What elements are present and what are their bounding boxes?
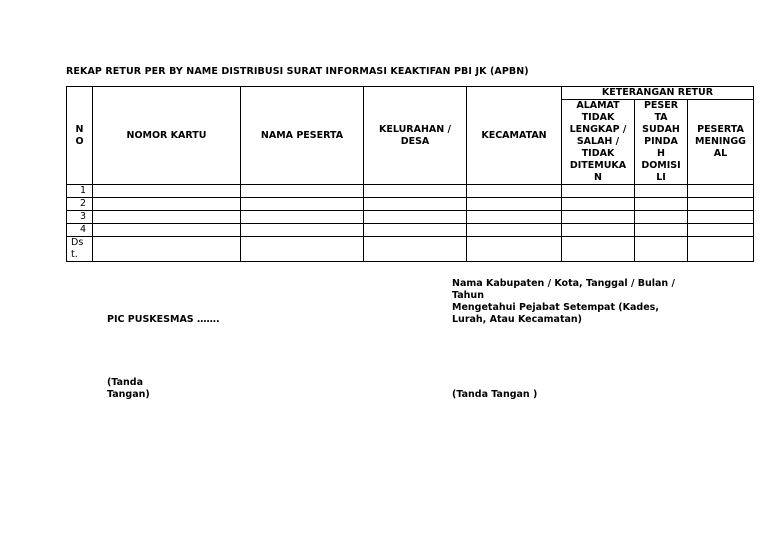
cell-nama-peserta <box>241 224 364 237</box>
cell-nomor-kartu <box>93 198 241 211</box>
cell-alamat <box>562 198 635 211</box>
table-row <box>67 185 754 198</box>
header-nama-peserta: NAMA PESERTA <box>241 87 364 185</box>
cell-kecamatan <box>467 237 562 262</box>
cell-meninggal <box>688 224 754 237</box>
cell-meninggal <box>688 185 754 198</box>
table-row <box>67 211 754 224</box>
row-number: 1 <box>67 185 93 198</box>
header-alamat-tidak-lengkap: ALAMAT TIDAK LENGKAP / SALAH / TIDAK DITEMUKA N <box>562 100 635 185</box>
cell-nama-peserta <box>241 237 364 262</box>
cell-kelurahan <box>364 198 467 211</box>
cell-nomor-kartu <box>93 211 241 224</box>
cell-kecamatan <box>467 198 562 211</box>
place-date-label: Nama Kabupaten / Kota, Tanggal / Bulan / Tahun <box>452 278 675 301</box>
cell-pindah <box>635 198 688 211</box>
cell-kecamatan <box>467 224 562 237</box>
cell-kecamatan <box>467 211 562 224</box>
document-title: REKAP RETUR PER BY NAME DISTRIBUSI SURAT INFORMASI KEAKTIFAN PBI JK (APBN) <box>66 66 529 77</box>
retur-table <box>66 86 754 262</box>
cell-pindah <box>635 211 688 224</box>
table-row <box>67 198 754 211</box>
header-peserta-pindah: PESER TA SUDAH PINDA H DOMISI LI <box>635 100 688 185</box>
cell-alamat <box>562 224 635 237</box>
cell-meninggal <box>688 211 754 224</box>
cell-nomor-kartu <box>93 185 241 198</box>
cell-pindah <box>635 237 688 262</box>
cell-kelurahan <box>364 224 467 237</box>
right-signature-label: (Tanda Tangan ) <box>452 389 538 400</box>
row-number: Ds t. <box>67 237 93 262</box>
left-signature-label: (Tanda Tangan) <box>107 377 150 400</box>
row-number: 3 <box>67 211 93 224</box>
cell-alamat <box>562 237 635 262</box>
row-number: 4 <box>67 224 93 237</box>
cell-nomor-kartu <box>93 224 241 237</box>
header-kelurahan-desa: KELURAHAN / DESA <box>364 87 467 185</box>
pic-puskesmas-label: PIC PUSKESMAS ……. <box>107 314 220 325</box>
cell-pindah <box>635 185 688 198</box>
row-number: 2 <box>67 198 93 211</box>
cell-kelurahan <box>364 185 467 198</box>
cell-meninggal <box>688 237 754 262</box>
table-row <box>67 237 754 262</box>
cell-pindah <box>635 224 688 237</box>
cell-alamat <box>562 211 635 224</box>
cell-meninggal <box>688 198 754 211</box>
table-row <box>67 224 754 237</box>
cell-kelurahan <box>364 211 467 224</box>
header-nomor-kartu: NOMOR KARTU <box>93 87 241 185</box>
cell-kecamatan <box>467 185 562 198</box>
header-peserta-meninggal: PESERTA MENINGG AL <box>688 100 754 185</box>
header-no: N O <box>67 87 93 185</box>
header-keterangan-retur: KETERANGAN RETUR <box>562 87 754 100</box>
official-title-label: Mengetahui Pejabat Setempat (Kades, Lurah, Atau Kecamatan) <box>452 302 659 325</box>
cell-nomor-kartu <box>93 237 241 262</box>
cell-kelurahan <box>364 237 467 262</box>
cell-nama-peserta <box>241 211 364 224</box>
cell-nama-peserta <box>241 185 364 198</box>
header-kecamatan: KECAMATAN <box>467 87 562 185</box>
cell-nama-peserta <box>241 198 364 211</box>
cell-alamat <box>562 185 635 198</box>
